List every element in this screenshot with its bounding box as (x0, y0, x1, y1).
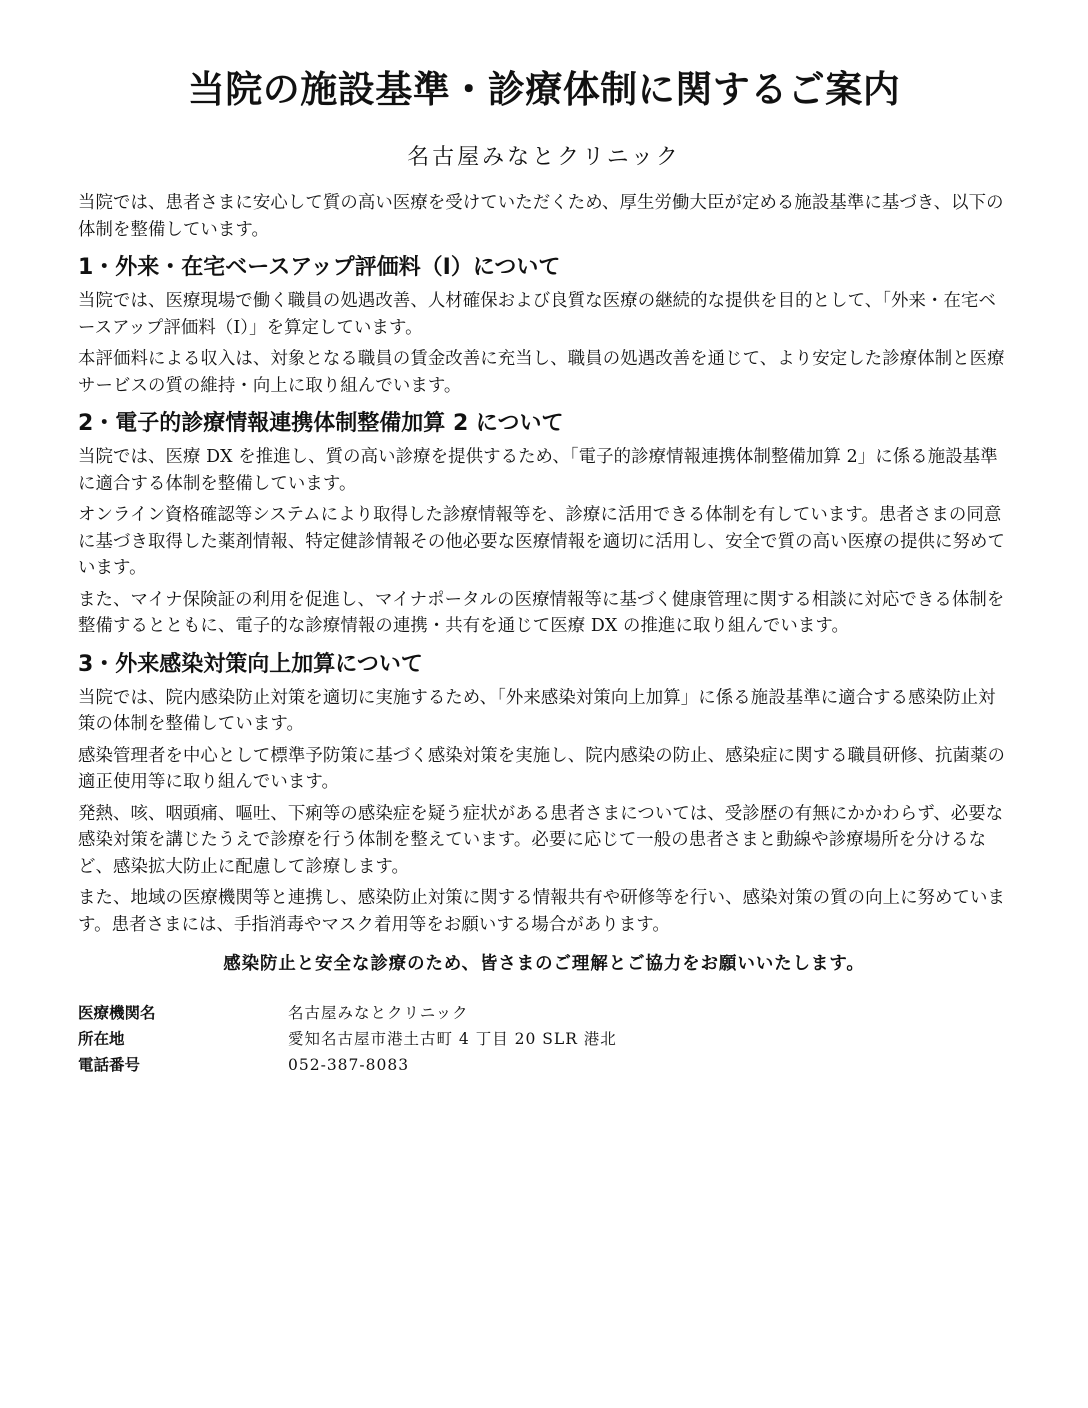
closing-message: 感染防止と安全な診療のため、皆さまのご理解とご協力をお願いいたします。 (223, 954, 865, 974)
section-paragraph: 当院では、医療 DX を推進し、質の高い診療を提供するため、「電子的診療情報連携体制整備加算 2」に係る施設基準に適合する体制を整備しています。 (78, 447, 998, 494)
section-paragraph: オンライン資格確認等システムにより取得した診療情報等を、診療に活用できる体制を有しています。患者さまの同意に基づき取得した薬剤情報、特定健診情報その他必要な医療情報を適切に活用し、安全で質の高い医療の提供に努めています。 (78, 505, 1006, 578)
info-row-address (78, 1026, 617, 1052)
info-value: 名古屋みなとクリニック (288, 1004, 469, 1022)
info-label: 医療機関名 (78, 1004, 156, 1022)
intro-paragraph: 当院では、患者さまに安心して質の高い医療を受けていただくため、厚生労働大臣が定める施設基準に基づき、以下の体制を整備しています。 (78, 193, 1004, 240)
clinic-info-table (78, 1000, 617, 1078)
section-infection-control (78, 650, 1010, 939)
info-row-name (78, 1000, 617, 1026)
section-paragraph: また、マイナ保険証の利用を促進し、マイナポータルの医療情報等に基づく健康管理に関する相談に対応できる体制を整備するとともに、電子的な診療情報の連携・共有を通じて医療 DX の推進に取り組んでいます。 (78, 589, 1005, 636)
info-row-phone (78, 1052, 617, 1078)
section-paragraph: 感染管理者を中心として標準予防策に基づく感染対策を実施し、院内感染の防止、感染症に関する職員研修、抗菌薬の適正使用等に取り組んでいます。 (78, 745, 1006, 792)
section-paragraph: また、地域の医療機関等と連携し、感染防止対策に関する情報共有や研修等を行い、感染対策の質の向上に努めています。患者さまには、手指消毒やマスク着用等をお願いする場合があります。 (78, 888, 1006, 935)
section-paragraph: 当院では、院内感染防止対策を適切に実施するため、「外来感染対策向上加算」に係る施設基準に適合する感染防止対策の体制を整備しています。 (78, 687, 996, 734)
section-heading: 3・外来感染対策向上加算について (78, 651, 423, 677)
section-paragraph: 本評価料による収入は、対象となる職員の賃金改善に充当し、職員の処遇改善を通じて、より安定した診療体制と医療サービスの質の維持・向上に取り組んでいます。 (78, 349, 1005, 396)
info-value: 愛知名古屋市港土古町 4 丁目 20 SLR 港北 (288, 1030, 617, 1048)
section-base-up-evaluation (78, 253, 1010, 399)
section-heading: 2・電子的診療情報連携体制整備加算 2 について (78, 411, 564, 436)
info-label: 所在地 (78, 1030, 125, 1048)
info-label: 電話番号 (78, 1056, 141, 1074)
page-title: 当院の施設基準・診療体制に関するご案内 (187, 68, 901, 111)
section-heading: 1・外来・在宅ベースアップ評価料（Ⅰ）について (78, 255, 561, 280)
clinic-name: 名古屋みなとクリニック (407, 145, 681, 170)
info-value: 052-387-8083 (288, 1056, 410, 1074)
section-paragraph: 発熱、咳、咽頭痛、嘔吐、下痢等の感染症を疑う症状がある患者さまについては、受診歴の有無にかかわらず、必要な感染対策を講じたうえで診療を行う体制を整えています。必要に応じて一般の患者さまと動線や診療場所を分けるなど、感染拡大防止に配慮して診療します。 (78, 803, 1004, 877)
section-paragraph: 当院では、医療現場で働く職員の処遇改善、人材確保および良質な医療の継続的な提供を目的として、「外来・在宅ベースアップ評価料（Ⅰ）」を算定しています。 (78, 291, 996, 338)
section-electronic-info-linkage (78, 409, 1010, 640)
